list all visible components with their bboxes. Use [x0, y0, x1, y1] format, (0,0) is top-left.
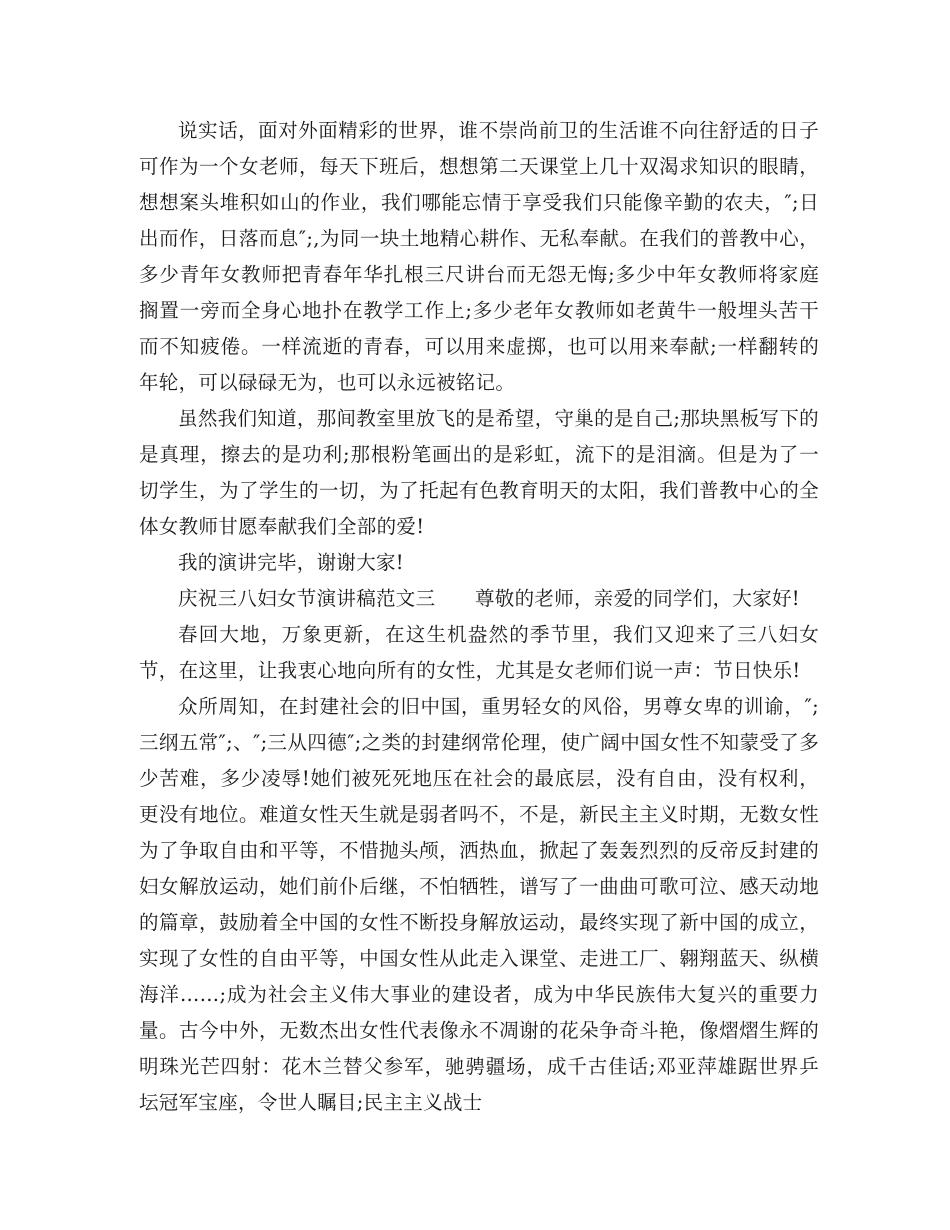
paragraph-4-heading: 庆祝三八妇女节演讲稿范文三 尊敬的老师，亲爱的同学们，大家好!	[178, 587, 800, 610]
document-page	[139, 113, 819, 1121]
paragraph-5: 春回大地，万象更新，在这生机盎然的季节里，我们又迎来了三八妇女节，在这里，让我衷心地向所有的女性，尤其是女老师们说一声：节日快乐!	[139, 623, 819, 682]
paragraph-2: 虽然我们知道，那间教室里放飞的是希望，守巢的是自己;那块黑板写下的是真理，擦去的是功利;那根粉笔画出的是彩虹，流下的是泪滴。但是为了一切学生，为了学生的一切，为了托起有色教育明天的太阳，我们普教中心的全体女教师甘愿奉献我们全部的爱!	[139, 407, 819, 538]
paragraph-3: 我的演讲完毕，谢谢大家!	[178, 551, 404, 574]
paragraph-6: 众所周知，在封建社会的旧中国，重男轻女的风俗，男尊女卑的训谕，″;三纲五常″;、″;三从四德″;之类的封建纲常伦理，使广阔中国女性不知蒙受了多少苦难，多少凌辱!她们被死死地压在社会的最底层，没有自由，没有权利，更没有地位。难道女性天生就是弱者吗不，不是，新民主主义时期，无数女性为了争取自由和平等，不惜抛头颅，洒热血，掀起了轰轰烈烈的反帝反封建的妇女解放运动，她们前仆后继，不怕牺牲，谱写了一曲曲可歌可泣、感天动地的篇章，鼓励着全中国的女性不断投身解放运动，最终实现了新中国的成立，实现了女性的自由平等，中国女性从此走入课堂、走进工厂、翱翔蓝天、纵横海洋……;成为社会主义伟大事业的建设者，成为中华民族伟大复兴的重要力量。古今中外，无数杰出女性代表像永不凋谢的花朵争奇斗艳，像熠熠生辉的明珠光芒四射：花木兰替父参军，驰骋疆场，成千古佳话;邓亚萍雄踞世界乒坛冠军宝座，令世人瞩目;民主主义战士	[139, 695, 819, 1114]
paragraph-1: 说实话，面对外面精彩的世界，谁不崇尚前卫的生活谁不向往舒适的日子可作为一个女老师，每天下班后，想想第二天课堂上几十双渴求知识的眼睛，想想案头堆积如山的作业，我们哪能忘情于享受我们只能像辛勤的农夫，″;日出而作，日落而息″;,为同一块土地精心耕作、无私奉献。在我们的普教中心，多少青年女教师把青春年华扎根三尺讲台而无怨无悔;多少中年女教师将家庭搁置一旁而全身心地扑在教学工作上;多少老年女教师如老黄牛一般埋头苦干而不知疲倦。一样流逝的青春，可以用来虚掷，也可以用来奉献;一样翻转的年轮，可以碌碌无为，也可以永远被铭记。	[139, 119, 819, 394]
